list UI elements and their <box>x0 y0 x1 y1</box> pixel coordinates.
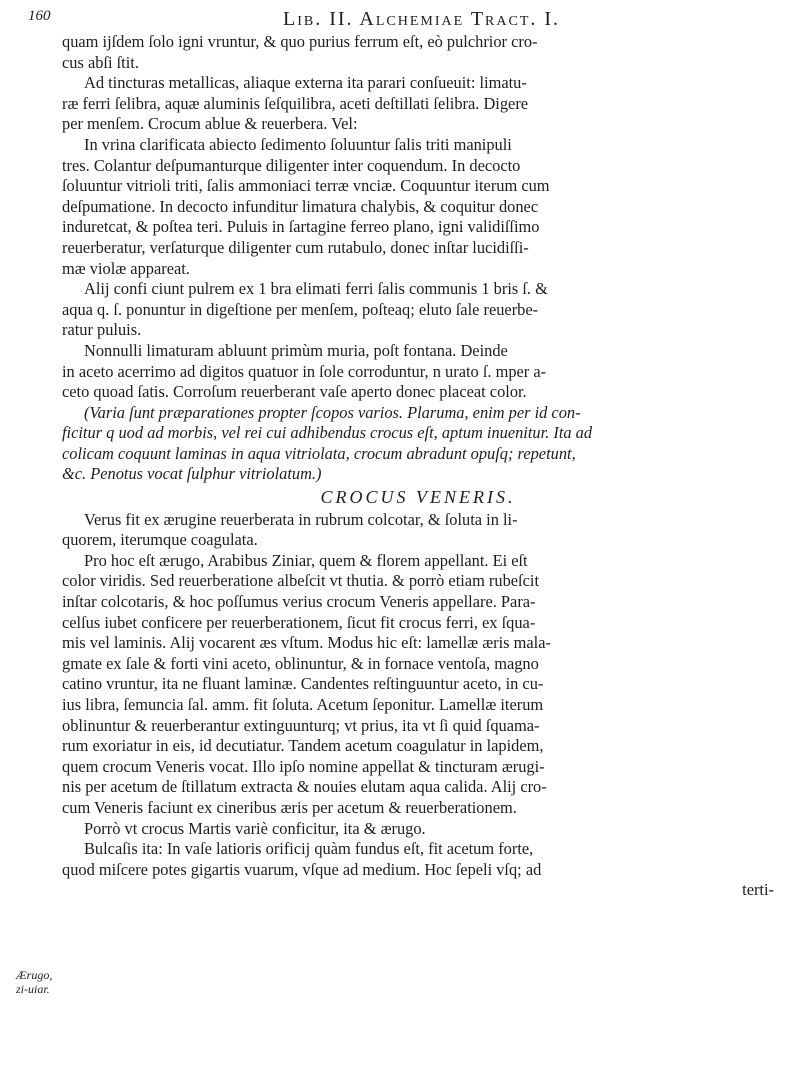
text-line: Pro hoc eſt ærugo, Arabibus Ziniar, quem & florem appellant. Ei eſt <box>84 550 528 570</box>
text-line: Nonnulli limaturam abluunt primùm muria, poſt fontana. Deinde <box>84 340 508 360</box>
text-line: in aceto acerrimo ad digitos quatuor in ſole corroduntur, n urato ſ. mper a- <box>62 361 547 381</box>
text-line: catino vruntur, ita ne fluant laminæ. Candentes reſtinguuntur aceto, in cu- <box>62 674 544 694</box>
text-line: tres. Colantur deſpumanturque diligenter inter coquendum. In decocto <box>62 155 521 175</box>
text-line: cum Veneris faciunt ex cineribus æris per acetum & reuerberationem. <box>62 797 517 817</box>
text-line: reuerberatur, verſaturque diligenter cum rutabulo, donec inſtar lucidiſſi- <box>62 237 529 257</box>
text-line: rum exoriatur in eis, id decutiatur. Tandem acetum coagulatur in lapidem, <box>62 736 544 756</box>
text-line: In vrina clarificata abiecto ſedimento ſoluuntur ſalis triti manipuli <box>84 134 512 154</box>
text-line: (Varia ſunt præparationes propter ſcopos varios. Plaruma, enim per id con- <box>84 402 581 422</box>
section-heading: CROCUS VENERIS. <box>320 487 516 508</box>
text-line: mæ violæ appareat. <box>62 258 190 278</box>
page-header <box>28 8 780 34</box>
text-line: quam ijſdem ſolo igni vruntur, & quo purius ferrum eſt, eò pulchrior cro- <box>62 32 538 51</box>
body-text <box>62 32 774 901</box>
text-line: inſtar colcotaris, & hoc poſſumus verius crocum Veneris appellare. Para- <box>62 592 536 612</box>
text-line: &c. Penotus vocat ſulphur vitriolatum.) <box>62 464 322 484</box>
text-line: gmate ex ſale & forti vini aceto, oblinuntur, & in fornace ventoſa, magno <box>62 653 539 673</box>
text-line: induretcat, & poſtea teri. Puluis in ſartagine ferreo plano, igni validiſſimo <box>62 217 540 237</box>
text-line: ceto quoad ſatis. Corroſum reuerberant vaſe aperto donec placeat color. <box>62 382 527 402</box>
text-line: mis vel laminis. Alij vocarent æs vſtum. Modus hic eſt: lamellæ æris mala- <box>62 633 551 653</box>
text-line: nis per acetum de ſtillatum extracta & nouies elutam aqua calida. Alij cro- <box>62 777 547 797</box>
text-line: color viridis. Sed reuerberatione albeſcit vt thutia. & porrò etiam rubeſcit <box>62 571 539 591</box>
text-line: deſpumatione. In decocto infunditur limatura chalybis, & coquitur donec <box>62 196 539 216</box>
text-line: colicam coquunt laminas in aqua vitriolata, crocum abradunt opuſq; repetunt, <box>62 443 576 463</box>
text-line: per menſem. Crocum ablue & reuerbera. Vel: <box>62 114 358 134</box>
text-line: ræ ferri ſelibra, aquæ aluminis ſeſquilibra, aceti deſtillati ſelibra. Digere <box>62 93 529 113</box>
text-line: Bulcaſis ita: In vaſe latioris orificij quàm fundus eſt, fit acetum forte, <box>84 839 534 859</box>
text-line: Verus fit ex ærugine reuerberata in rubrum colcotar, & ſoluta in li- <box>84 509 518 529</box>
text-line: Porrò vt crocus Martis variè conficitur, ita & ærugo. <box>84 818 426 838</box>
text-line: Alij confi ciunt pulrem ex 1 bra elimati ferri ſalis communis 1 bris ſ. & <box>84 279 548 299</box>
text-line: Ad tincturas metallicas, aliaque externa ita parari conſueuit: limatu- <box>84 73 527 93</box>
text-line: ficitur q uod ad morbis, vel rei cui adhibendus crocus eſt, aptum inuenitur. Ita ad <box>62 423 593 443</box>
text-line: aqua q. ſ. ponuntur in digeſtione per menſem, poſteaq; eluto ſale reuerbe- <box>62 299 539 319</box>
text-line: ratur puluis. <box>62 320 142 340</box>
text-line: cus abſi ſtit. <box>62 52 139 72</box>
text-line: celſus iubet conficere per reuerberationem, ſicut fit crocus ferri, ex ſqua- <box>62 612 536 632</box>
text-line: quorem, iterumque coagulata. <box>62 530 258 550</box>
text-line: oblinuntur & reuerberantur extinguunturq; vt prius, ita vt ſi quid ſquama- <box>62 715 540 735</box>
text-line: quod miſcere potes gigartis vuarum, vſque ad medium. Hoc ſepeli vſq; ad <box>62 859 542 879</box>
page-number: 160 <box>28 8 51 24</box>
running-head: Lib. II. Alchemiae Tract. I. <box>283 8 561 30</box>
text-line: quem crocum Veneris vocat. Illo ipſo nomine appellat & tincturam ærugi- <box>62 756 545 776</box>
text-line: ſoluuntur vitrioli triti, ſalis ammoniaci terræ vnciæ. Coquuntur iterum cum <box>62 176 550 196</box>
margin-note: Ærugo, zi-uiar. <box>16 968 53 996</box>
text-line: terti- <box>742 880 774 900</box>
text-line: ius libra, ſemuncia ſal. amm. fit ſoluta. Acetum ſeponitur. Lamellæ iterum <box>62 695 544 714</box>
